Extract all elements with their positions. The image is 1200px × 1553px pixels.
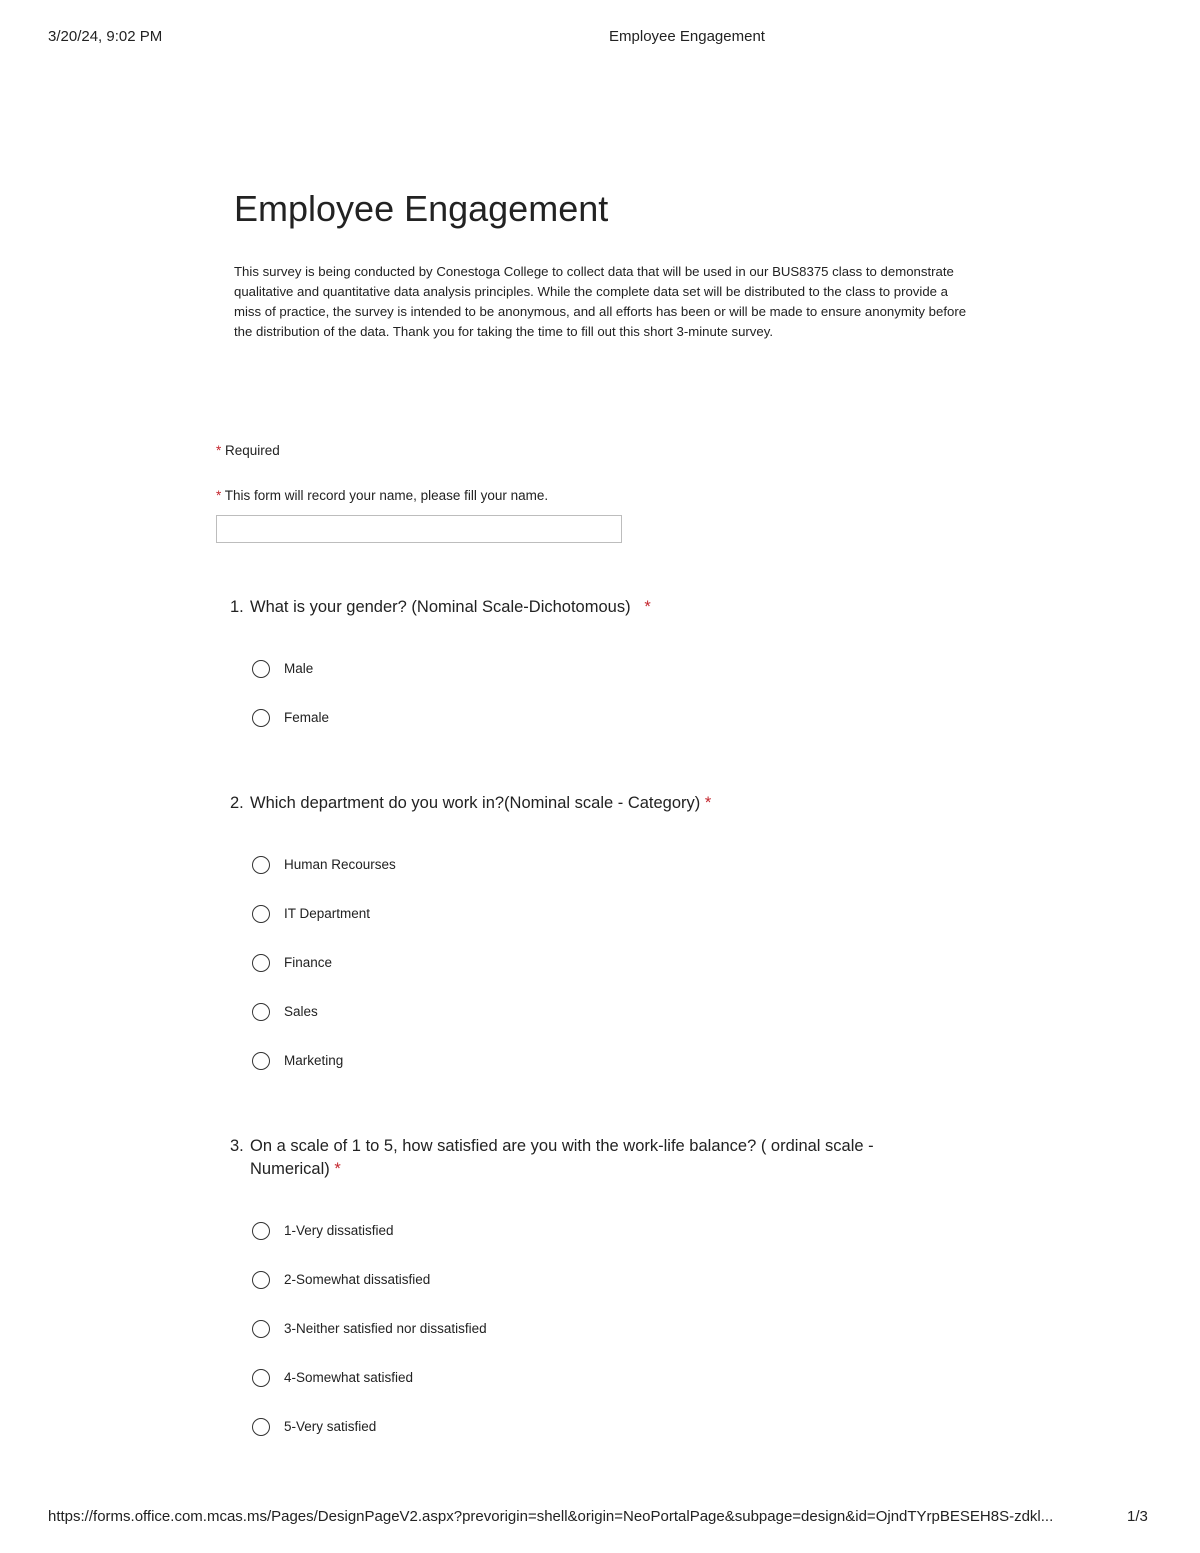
question-text: Which department do you work in?(Nominal scale - Category) — [250, 794, 701, 812]
option-label: 1-Very dissatisfied — [284, 1223, 394, 1238]
option-label: 3-Neither satisfied nor dissatisfied — [284, 1321, 487, 1336]
option-list — [230, 1206, 910, 1451]
required-asterisk: * — [216, 488, 222, 503]
radio-option-3[interactable] — [252, 1304, 910, 1353]
name-field-prompt: This form will record your name, please fill your name. — [224, 488, 549, 503]
question-3 — [230, 1135, 910, 1451]
radio-button[interactable] — [252, 1271, 270, 1289]
question-1 — [230, 596, 910, 742]
radio-button[interactable] — [252, 1003, 270, 1021]
form-description: This survey is being conducted by Conestoga College to collect data that will be used in our BUS8375 class to demonstrate qualitative and quantitative data analysis principles. While the complete data set will be distributed to the class to provide a miss of practice, the survey is intended to be anonymous, and all efforts has been or will be made to ensure anonymity before the distribution of the data. Thank you for taking the time to fill out this short 3-minute survey. — [234, 264, 967, 339]
option-label: Sales — [284, 1004, 318, 1019]
required-note-text: Required — [225, 443, 280, 458]
print-url: https://forms.office.com.mcas.ms/Pages/DesignPageV2.aspx?prevorigin=shell&origin=NeoPortalPage&subpage=design&id=OjndTYrpBESEH8S-zdkl... — [48, 1508, 1054, 1525]
radio-option-marketing[interactable] — [252, 1036, 910, 1085]
option-label: Finance — [284, 955, 333, 970]
print-page-number: 1/3 — [1127, 1508, 1148, 1525]
option-list — [230, 644, 910, 742]
option-label: 5-Very satisfied — [284, 1419, 377, 1434]
radio-button[interactable] — [252, 856, 270, 874]
option-label: Human Recourses — [284, 857, 396, 872]
required-asterisk: * — [334, 1160, 341, 1178]
question-text: What is your gender? (Nominal Scale-Dichotomous) — [250, 598, 631, 616]
name-input[interactable] — [216, 515, 622, 543]
radio-button[interactable] — [252, 1222, 270, 1240]
option-label: 2-Somewhat dissatisfied — [284, 1272, 431, 1287]
question-number: 2. — [230, 794, 244, 812]
radio-button[interactable] — [252, 905, 270, 923]
radio-button[interactable] — [252, 1418, 270, 1436]
option-label: 4-Somewhat satisfied — [284, 1370, 414, 1385]
name-field-label — [216, 488, 548, 503]
radio-option-female[interactable] — [252, 693, 910, 742]
radio-option-5[interactable] — [252, 1402, 910, 1451]
radio-button[interactable] — [252, 954, 270, 972]
print-date-time: 3/20/24, 9:02 PM — [48, 28, 163, 45]
radio-option-4[interactable] — [252, 1353, 910, 1402]
question-number: 1. — [230, 598, 244, 616]
required-asterisk: * — [704, 794, 712, 812]
form-title: Employee Engagement — [234, 188, 609, 229]
radio-option-1[interactable] — [252, 1206, 910, 1255]
radio-option-2[interactable] — [252, 1255, 910, 1304]
required-asterisk: * — [644, 598, 651, 616]
question-2 — [230, 792, 910, 1085]
option-label: Female — [284, 710, 330, 725]
required-note — [216, 443, 280, 458]
required-asterisk: * — [216, 443, 222, 458]
option-label: IT Department — [284, 906, 371, 921]
radio-button[interactable] — [252, 709, 270, 727]
radio-option-sales[interactable] — [252, 987, 910, 1036]
question-title — [230, 792, 910, 815]
question-text: On a scale of 1 to 5, how satisfied are you with the work-life balance? ( ordinal scale - Numerical) — [250, 1137, 874, 1178]
radio-option-finance[interactable] — [252, 938, 910, 987]
radio-option-male[interactable] — [252, 644, 910, 693]
option-label: Marketing — [284, 1053, 344, 1068]
radio-button[interactable] — [252, 1369, 270, 1387]
question-title — [230, 596, 910, 619]
question-title — [230, 1135, 910, 1181]
option-list — [230, 840, 910, 1085]
question-number: 3. — [230, 1137, 244, 1155]
radio-button[interactable] — [252, 1320, 270, 1338]
print-document-title: Employee Engagement — [609, 28, 765, 45]
radio-option-human-recourses[interactable] — [252, 840, 910, 889]
option-label: Male — [284, 661, 314, 676]
radio-button[interactable] — [252, 660, 270, 678]
radio-button[interactable] — [252, 1052, 270, 1070]
radio-option-it-department[interactable] — [252, 889, 910, 938]
